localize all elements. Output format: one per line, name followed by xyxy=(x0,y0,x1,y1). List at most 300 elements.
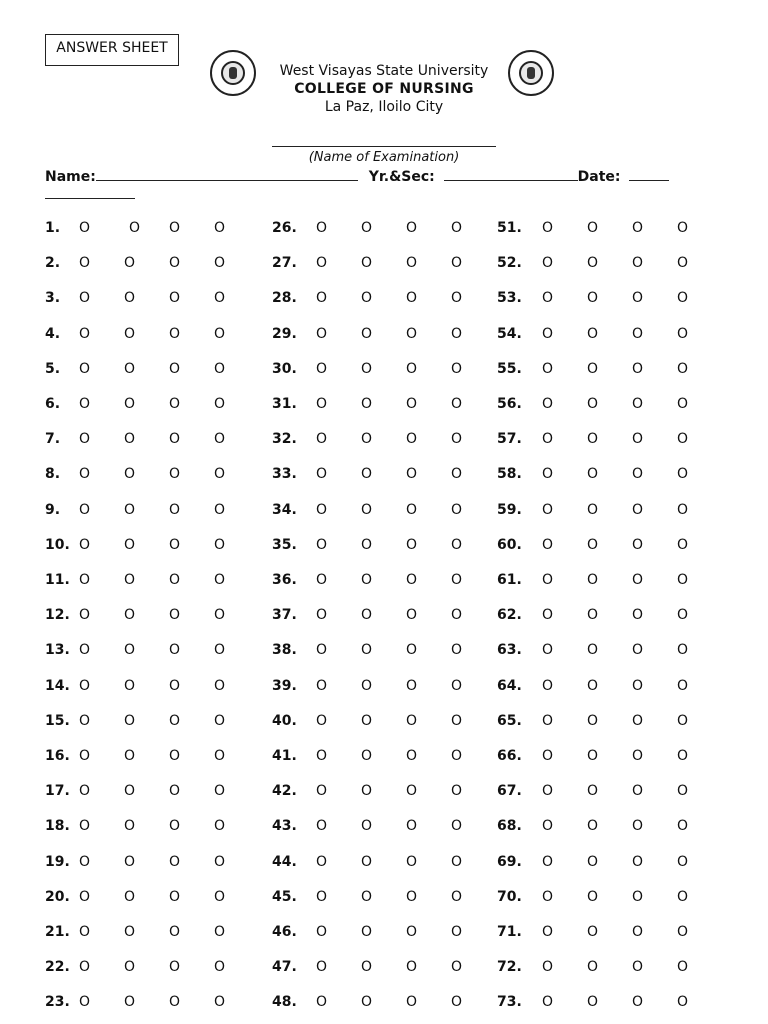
answer-bubble[interactable]: O xyxy=(542,712,554,729)
answer-bubble[interactable]: O xyxy=(124,536,136,553)
answer-bubble[interactable]: O xyxy=(124,360,136,377)
answer-bubble[interactable]: O xyxy=(79,924,91,940)
answer-bubble[interactable]: O xyxy=(79,959,91,976)
answer-bubble[interactable]: O xyxy=(677,325,689,342)
yrsec-field[interactable] xyxy=(444,166,578,181)
answer-bubble[interactable]: O xyxy=(316,466,328,483)
question-number: 4. xyxy=(45,325,61,342)
answer-bubble[interactable]: O xyxy=(361,677,373,694)
answer-bubble[interactable]: O xyxy=(451,290,463,307)
answer-bubble[interactable]: O xyxy=(361,607,373,624)
answer-bubble[interactable]: O xyxy=(632,466,644,483)
answer-bubble[interactable]: O xyxy=(632,396,644,412)
answer-bubble[interactable]: O xyxy=(542,783,554,800)
answer-bubble[interactable]: O xyxy=(632,994,644,1011)
answer-bubble[interactable]: O xyxy=(451,924,463,940)
answer-bubble[interactable]: O xyxy=(632,360,644,377)
answer-bubble[interactable]: O xyxy=(587,818,599,835)
answer-bubble[interactable]: O xyxy=(124,466,136,483)
answer-bubble[interactable]: O xyxy=(406,255,418,272)
answer-bubble[interactable]: O xyxy=(451,607,463,624)
answer-bubble[interactable]: O xyxy=(587,431,599,448)
answer-bubble[interactable]: O xyxy=(169,325,181,342)
answer-bubble[interactable]: O xyxy=(214,712,226,729)
answer-bubble[interactable]: O xyxy=(677,677,689,694)
answer-bubble[interactable]: O xyxy=(124,994,136,1011)
answer-bubble[interactable]: O xyxy=(587,853,599,870)
answer-bubble[interactable]: O xyxy=(632,607,644,624)
answer-bubble[interactable]: O xyxy=(451,712,463,729)
answer-bubble[interactable]: O xyxy=(316,924,328,940)
answer-bubble[interactable]: O xyxy=(79,466,91,483)
answer-bubble[interactable]: O xyxy=(451,572,463,588)
answer-bubble[interactable]: O xyxy=(316,712,328,729)
answer-bubble[interactable]: O xyxy=(361,396,373,412)
answer-bubble[interactable]: O xyxy=(632,290,644,307)
answer-bubble[interactable]: O xyxy=(79,360,91,377)
answer-bubble[interactable]: O xyxy=(677,431,689,448)
answer-bubble[interactable]: O xyxy=(451,818,463,835)
answer-bubble[interactable]: O xyxy=(316,431,328,448)
answer-bubble[interactable]: O xyxy=(451,431,463,448)
answer-bubble[interactable]: O xyxy=(79,431,91,448)
answer-bubble[interactable]: O xyxy=(632,572,644,588)
answer-bubble[interactable]: O xyxy=(79,853,91,870)
answer-bubble[interactable]: O xyxy=(316,853,328,870)
answer-bubble[interactable]: O xyxy=(124,677,136,694)
answer-bubble[interactable]: O xyxy=(124,396,136,412)
student-info-row xyxy=(45,166,669,185)
answer-bubble[interactable]: O xyxy=(79,501,91,518)
answer-bubble[interactable]: O xyxy=(124,924,136,940)
answer-bubble[interactable]: O xyxy=(169,783,181,800)
answer-bubble[interactable]: O xyxy=(361,853,373,870)
answer-bubble[interactable]: O xyxy=(406,783,418,800)
answer-bubble[interactable]: O xyxy=(406,220,418,236)
answer-bubble[interactable]: O xyxy=(542,853,554,870)
answer-bubble[interactable]: O xyxy=(79,712,91,729)
answer-bubble[interactable]: O xyxy=(632,642,644,659)
answer-bubble[interactable]: O xyxy=(587,220,599,236)
answer-bubble[interactable]: O xyxy=(542,360,554,377)
answer-bubble[interactable]: O xyxy=(542,924,554,940)
answer-bubble[interactable]: O xyxy=(361,888,373,905)
answer-bubble[interactable]: O xyxy=(587,783,599,800)
answer-bubble[interactable]: O xyxy=(451,536,463,553)
answer-bubble[interactable]: O xyxy=(124,607,136,624)
answer-bubble[interactable]: O xyxy=(316,783,328,800)
answer-bubble[interactable]: O xyxy=(587,255,599,272)
question-number: 44. xyxy=(272,853,297,870)
answer-bubble[interactable]: O xyxy=(124,431,136,448)
answer-bubble[interactable]: O xyxy=(677,888,689,905)
question-number: 63. xyxy=(497,642,522,659)
answer-bubble[interactable]: O xyxy=(79,325,91,342)
answer-bubble[interactable]: O xyxy=(677,853,689,870)
answer-bubble[interactable]: O xyxy=(124,255,136,272)
answer-bubble[interactable]: O xyxy=(542,572,554,588)
answer-bubble[interactable]: O xyxy=(79,818,91,835)
answer-bubble[interactable]: O xyxy=(587,396,599,412)
answer-bubble[interactable]: O xyxy=(632,783,644,800)
answer-bubble[interactable]: O xyxy=(451,325,463,342)
answer-bubble[interactable]: O xyxy=(169,501,181,518)
answer-bubble[interactable]: O xyxy=(214,536,226,553)
answer-bubble[interactable]: O xyxy=(542,325,554,342)
answer-bubble[interactable]: O xyxy=(79,994,91,1011)
answer-bubble[interactable]: O xyxy=(451,501,463,518)
answer-bubble[interactable]: O xyxy=(677,783,689,800)
answer-bubble[interactable]: O xyxy=(451,677,463,694)
answer-bubble[interactable]: O xyxy=(587,712,599,729)
answer-bubble[interactable]: O xyxy=(316,677,328,694)
answer-bubble[interactable]: O xyxy=(587,677,599,694)
answer-bubble[interactable]: O xyxy=(316,501,328,518)
answer-bubble[interactable]: O xyxy=(79,536,91,553)
question-number: 10. xyxy=(45,536,70,553)
answer-bubble[interactable]: O xyxy=(406,536,418,553)
answer-bubble[interactable]: O xyxy=(361,255,373,272)
answer-bubble[interactable]: O xyxy=(632,255,644,272)
answer-bubble[interactable]: O xyxy=(214,255,226,272)
answer-bubble[interactable]: O xyxy=(361,220,373,236)
answer-bubble[interactable]: O xyxy=(451,642,463,659)
answer-bubble[interactable]: O xyxy=(169,431,181,448)
answer-bubble[interactable]: O xyxy=(169,360,181,377)
answer-bubble[interactable]: O xyxy=(406,924,418,940)
answer-bubble[interactable]: O xyxy=(79,783,91,800)
answer-bubble[interactable]: O xyxy=(406,501,418,518)
name-field[interactable] xyxy=(96,166,358,181)
answer-bubble[interactable]: O xyxy=(79,642,91,659)
answer-bubble[interactable]: O xyxy=(406,572,418,588)
answer-bubble[interactable]: O xyxy=(451,959,463,976)
answer-bubble[interactable]: O xyxy=(169,642,181,659)
answer-bubble[interactable]: O xyxy=(79,255,91,272)
answer-bubble[interactable]: O xyxy=(214,783,226,800)
answer-bubble[interactable]: O xyxy=(79,290,91,307)
answer-bubble[interactable]: O xyxy=(214,220,226,236)
answer-bubble[interactable]: O xyxy=(542,642,554,659)
answer-bubble[interactable]: O xyxy=(451,853,463,870)
answer-bubble[interactable]: O xyxy=(361,783,373,800)
answer-bubble[interactable]: O xyxy=(406,959,418,976)
answer-bubble[interactable]: O xyxy=(542,607,554,624)
answer-bubble[interactable]: O xyxy=(587,959,599,976)
answer-bubble[interactable]: O xyxy=(587,642,599,659)
answer-bubble[interactable]: O xyxy=(79,607,91,624)
answer-bubble[interactable]: O xyxy=(214,360,226,377)
answer-bubble[interactable]: O xyxy=(124,818,136,835)
answer-bubble[interactable]: O xyxy=(632,325,644,342)
answer-bubble[interactable]: O xyxy=(406,748,418,764)
answer-bubble[interactable]: O xyxy=(632,818,644,835)
answer-bubble[interactable]: O xyxy=(542,748,554,764)
answer-bubble[interactable]: O xyxy=(79,888,91,905)
answer-bubble[interactable]: O xyxy=(587,748,599,764)
answer-bubble[interactable]: O xyxy=(361,360,373,377)
answer-bubble[interactable]: O xyxy=(677,396,689,412)
date-field-continuation[interactable] xyxy=(45,198,135,199)
answer-bubble[interactable]: O xyxy=(632,888,644,905)
answer-bubble[interactable]: O xyxy=(587,325,599,342)
answer-bubble[interactable]: O xyxy=(542,501,554,518)
answer-bubble[interactable]: O xyxy=(632,536,644,553)
answer-bubble[interactable]: O xyxy=(214,959,226,976)
answer-bubble[interactable]: O xyxy=(214,748,226,764)
answer-bubble[interactable]: O xyxy=(587,994,599,1011)
answer-bubble[interactable]: O xyxy=(316,220,328,236)
answer-bubble[interactable]: O xyxy=(677,360,689,377)
answer-bubble[interactable]: O xyxy=(169,712,181,729)
answer-bubble[interactable]: O xyxy=(677,220,689,236)
answer-bubble[interactable]: O xyxy=(361,466,373,483)
answer-bubble[interactable]: O xyxy=(451,396,463,412)
answer-bubble[interactable]: O xyxy=(361,994,373,1011)
answer-bubble[interactable]: O xyxy=(316,994,328,1011)
answer-bubble[interactable]: O xyxy=(169,536,181,553)
answer-bubble[interactable]: O xyxy=(79,396,91,412)
question-number: 59. xyxy=(497,501,522,518)
answer-bubble[interactable]: O xyxy=(79,572,91,588)
answer-bubble[interactable]: O xyxy=(169,255,181,272)
answer-bubble[interactable]: O xyxy=(214,466,226,483)
answer-bubble[interactable]: O xyxy=(124,325,136,342)
answer-bubble[interactable]: O xyxy=(214,607,226,624)
answer-bubble[interactable]: O xyxy=(677,255,689,272)
answer-bubble[interactable]: O xyxy=(316,572,328,588)
answer-bubble[interactable]: O xyxy=(316,888,328,905)
answer-bubble[interactable]: O xyxy=(169,607,181,624)
answer-bubble[interactable]: O xyxy=(124,642,136,659)
answer-bubble[interactable]: O xyxy=(169,994,181,1011)
answer-bubble[interactable]: O xyxy=(316,396,328,412)
answer-bubble[interactable]: O xyxy=(124,959,136,976)
answer-bubble[interactable]: O xyxy=(361,325,373,342)
answer-bubble[interactable]: O xyxy=(542,994,554,1011)
answer-bubble[interactable]: O xyxy=(361,818,373,835)
question-number: 72. xyxy=(497,959,522,976)
answer-bubble[interactable]: O xyxy=(406,466,418,483)
answer-bubble[interactable]: O xyxy=(169,220,181,236)
answer-bubble[interactable]: O xyxy=(361,572,373,588)
answer-bubble[interactable]: O xyxy=(169,396,181,412)
answer-bubble[interactable]: O xyxy=(677,712,689,729)
answer-bubble[interactable]: O xyxy=(632,677,644,694)
answer-bubble[interactable]: O xyxy=(316,748,328,764)
answer-bubble[interactable]: O xyxy=(124,783,136,800)
answer-bubble[interactable]: O xyxy=(361,748,373,764)
answer-bubble[interactable]: O xyxy=(316,325,328,342)
yrsec-label: Yr.&Sec: xyxy=(368,169,435,185)
answer-bubble[interactable]: O xyxy=(214,572,226,588)
answer-bubble[interactable]: O xyxy=(677,572,689,588)
answer-bubble[interactable]: O xyxy=(451,255,463,272)
answer-bubble[interactable]: O xyxy=(124,501,136,518)
question-number: 68. xyxy=(497,818,522,835)
answer-bubble[interactable]: O xyxy=(214,325,226,342)
exam-name-line[interactable] xyxy=(272,146,496,147)
answer-bubble[interactable]: O xyxy=(124,888,136,905)
question-number: 41. xyxy=(272,748,297,764)
answer-bubble[interactable]: O xyxy=(169,924,181,940)
answer-bubble[interactable]: O xyxy=(406,642,418,659)
answer-bubble[interactable]: O xyxy=(214,924,226,940)
answer-bubble[interactable]: O xyxy=(406,677,418,694)
answer-bubble[interactable]: O xyxy=(677,466,689,483)
answer-bubble[interactable]: O xyxy=(406,396,418,412)
answer-bubble[interactable]: O xyxy=(542,255,554,272)
answer-bubble[interactable]: O xyxy=(316,818,328,835)
answer-bubble[interactable]: O xyxy=(169,572,181,588)
question-number: 36. xyxy=(272,572,297,588)
answer-bubble[interactable]: O xyxy=(361,536,373,553)
answer-bubble[interactable]: O xyxy=(587,290,599,307)
answer-bubble[interactable]: O xyxy=(361,501,373,518)
answer-bubble[interactable]: O xyxy=(542,396,554,412)
answer-bubble[interactable]: O xyxy=(406,607,418,624)
question-number: 58. xyxy=(497,466,522,483)
question-number: 23. xyxy=(45,994,70,1011)
answer-bubble[interactable]: O xyxy=(129,220,141,236)
answer-bubble[interactable]: O xyxy=(169,748,181,764)
answer-bubble[interactable]: O xyxy=(406,712,418,729)
answer-bubble[interactable]: O xyxy=(542,818,554,835)
answer-bubble[interactable]: O xyxy=(451,994,463,1011)
answer-bubble[interactable]: O xyxy=(79,220,91,236)
answer-bubble[interactable]: O xyxy=(542,888,554,905)
answer-bubble[interactable]: O xyxy=(316,290,328,307)
answer-bubble[interactable]: O xyxy=(677,924,689,940)
answer-bubble[interactable]: O xyxy=(677,748,689,764)
answer-bubble[interactable]: O xyxy=(361,959,373,976)
answer-bubble[interactable]: O xyxy=(451,220,463,236)
answer-bubble[interactable]: O xyxy=(361,712,373,729)
answer-bubble[interactable]: O xyxy=(587,572,599,588)
answer-bubble[interactable]: O xyxy=(451,783,463,800)
answer-bubble[interactable]: O xyxy=(214,853,226,870)
answer-bubble[interactable]: O xyxy=(169,853,181,870)
answer-bubble[interactable]: O xyxy=(406,290,418,307)
answer-bubble[interactable]: O xyxy=(169,818,181,835)
answer-bubble[interactable]: O xyxy=(124,853,136,870)
answer-bubble[interactable]: O xyxy=(677,536,689,553)
answer-bubble[interactable]: O xyxy=(169,677,181,694)
answer-bubble[interactable]: O xyxy=(632,959,644,976)
answer-bubble[interactable]: O xyxy=(316,959,328,976)
question-number: 73. xyxy=(497,994,522,1011)
answer-bubble[interactable]: O xyxy=(316,536,328,553)
answer-bubble[interactable]: O xyxy=(361,642,373,659)
date-field[interactable] xyxy=(629,166,669,181)
answer-bubble[interactable]: O xyxy=(169,888,181,905)
answer-bubble[interactable]: O xyxy=(542,677,554,694)
answer-bubble[interactable]: O xyxy=(632,220,644,236)
answer-bubble[interactable]: O xyxy=(587,607,599,624)
answer-bubble[interactable]: O xyxy=(316,360,328,377)
answer-bubble[interactable]: O xyxy=(124,712,136,729)
answer-bubble[interactable]: O xyxy=(406,325,418,342)
answer-bubble[interactable]: O xyxy=(124,290,136,307)
answer-bubble[interactable]: O xyxy=(79,677,91,694)
answer-bubble[interactable]: O xyxy=(632,431,644,448)
answer-bubble[interactable]: O xyxy=(406,360,418,377)
answer-bubble[interactable]: O xyxy=(587,888,599,905)
answer-bubble[interactable]: O xyxy=(542,290,554,307)
answer-bubble[interactable]: O xyxy=(316,607,328,624)
answer-bubble[interactable]: O xyxy=(169,290,181,307)
answer-bubble[interactable]: O xyxy=(632,712,644,729)
answer-bubble[interactable]: O xyxy=(542,536,554,553)
answer-bubble[interactable]: O xyxy=(124,572,136,588)
answer-bubble[interactable]: O xyxy=(451,466,463,483)
answer-bubble[interactable]: O xyxy=(169,959,181,976)
answer-bubble[interactable]: O xyxy=(677,642,689,659)
answer-bubble[interactable]: O xyxy=(214,994,226,1011)
answer-bubble[interactable]: O xyxy=(406,994,418,1011)
answer-bubble[interactable]: O xyxy=(214,396,226,412)
answer-bubble[interactable]: O xyxy=(406,853,418,870)
answer-bubble[interactable]: O xyxy=(542,466,554,483)
answer-bubble[interactable]: O xyxy=(214,677,226,694)
question-number: 22. xyxy=(45,959,70,976)
answer-bubble[interactable]: O xyxy=(542,959,554,976)
question-number: 43. xyxy=(272,818,297,835)
answer-bubble[interactable]: O xyxy=(587,536,599,553)
answer-bubble[interactable]: O xyxy=(632,748,644,764)
answer-bubble[interactable]: O xyxy=(361,431,373,448)
answer-bubble[interactable]: O xyxy=(677,994,689,1011)
answer-bubble[interactable]: O xyxy=(214,818,226,835)
answer-bubble[interactable]: O xyxy=(632,501,644,518)
answer-bubble[interactable]: O xyxy=(214,431,226,448)
answer-bubble[interactable]: O xyxy=(632,853,644,870)
answer-bubble[interactable]: O xyxy=(361,924,373,940)
answer-bubble[interactable]: O xyxy=(451,748,463,764)
answer-bubble[interactable]: O xyxy=(677,818,689,835)
answer-bubble[interactable]: O xyxy=(406,818,418,835)
answer-bubble[interactable]: O xyxy=(214,642,226,659)
answer-bubble[interactable]: O xyxy=(677,959,689,976)
answer-bubble[interactable]: O xyxy=(677,501,689,518)
answer-bubble[interactable]: O xyxy=(169,466,181,483)
answer-bubble[interactable]: O xyxy=(406,888,418,905)
answer-bubble[interactable]: O xyxy=(542,220,554,236)
answer-bubble[interactable]: O xyxy=(451,360,463,377)
answer-bubble[interactable]: O xyxy=(587,360,599,377)
answer-bubble[interactable]: O xyxy=(361,290,373,307)
answer-bubble[interactable]: O xyxy=(316,255,328,272)
answer-bubble[interactable]: O xyxy=(632,924,644,940)
answer-bubble[interactable]: O xyxy=(677,290,689,307)
answer-bubble[interactable]: O xyxy=(451,888,463,905)
question-number: 60. xyxy=(497,536,522,553)
answer-bubble[interactable]: O xyxy=(124,748,136,764)
answer-bubble[interactable]: O xyxy=(214,501,226,518)
answer-bubble[interactable]: O xyxy=(79,748,91,764)
answer-bubble[interactable]: O xyxy=(587,466,599,483)
answer-bubble[interactable]: O xyxy=(406,431,418,448)
question-number: 28. xyxy=(272,290,297,307)
answer-bubble[interactable]: O xyxy=(587,924,599,940)
answer-bubble[interactable]: O xyxy=(587,501,599,518)
question-number: 55. xyxy=(497,360,522,377)
answer-bubble[interactable]: O xyxy=(677,607,689,624)
answer-bubble[interactable]: O xyxy=(214,888,226,905)
answer-bubble[interactable]: O xyxy=(316,642,328,659)
answer-bubble[interactable]: O xyxy=(542,431,554,448)
answer-bubble[interactable]: O xyxy=(214,290,226,307)
